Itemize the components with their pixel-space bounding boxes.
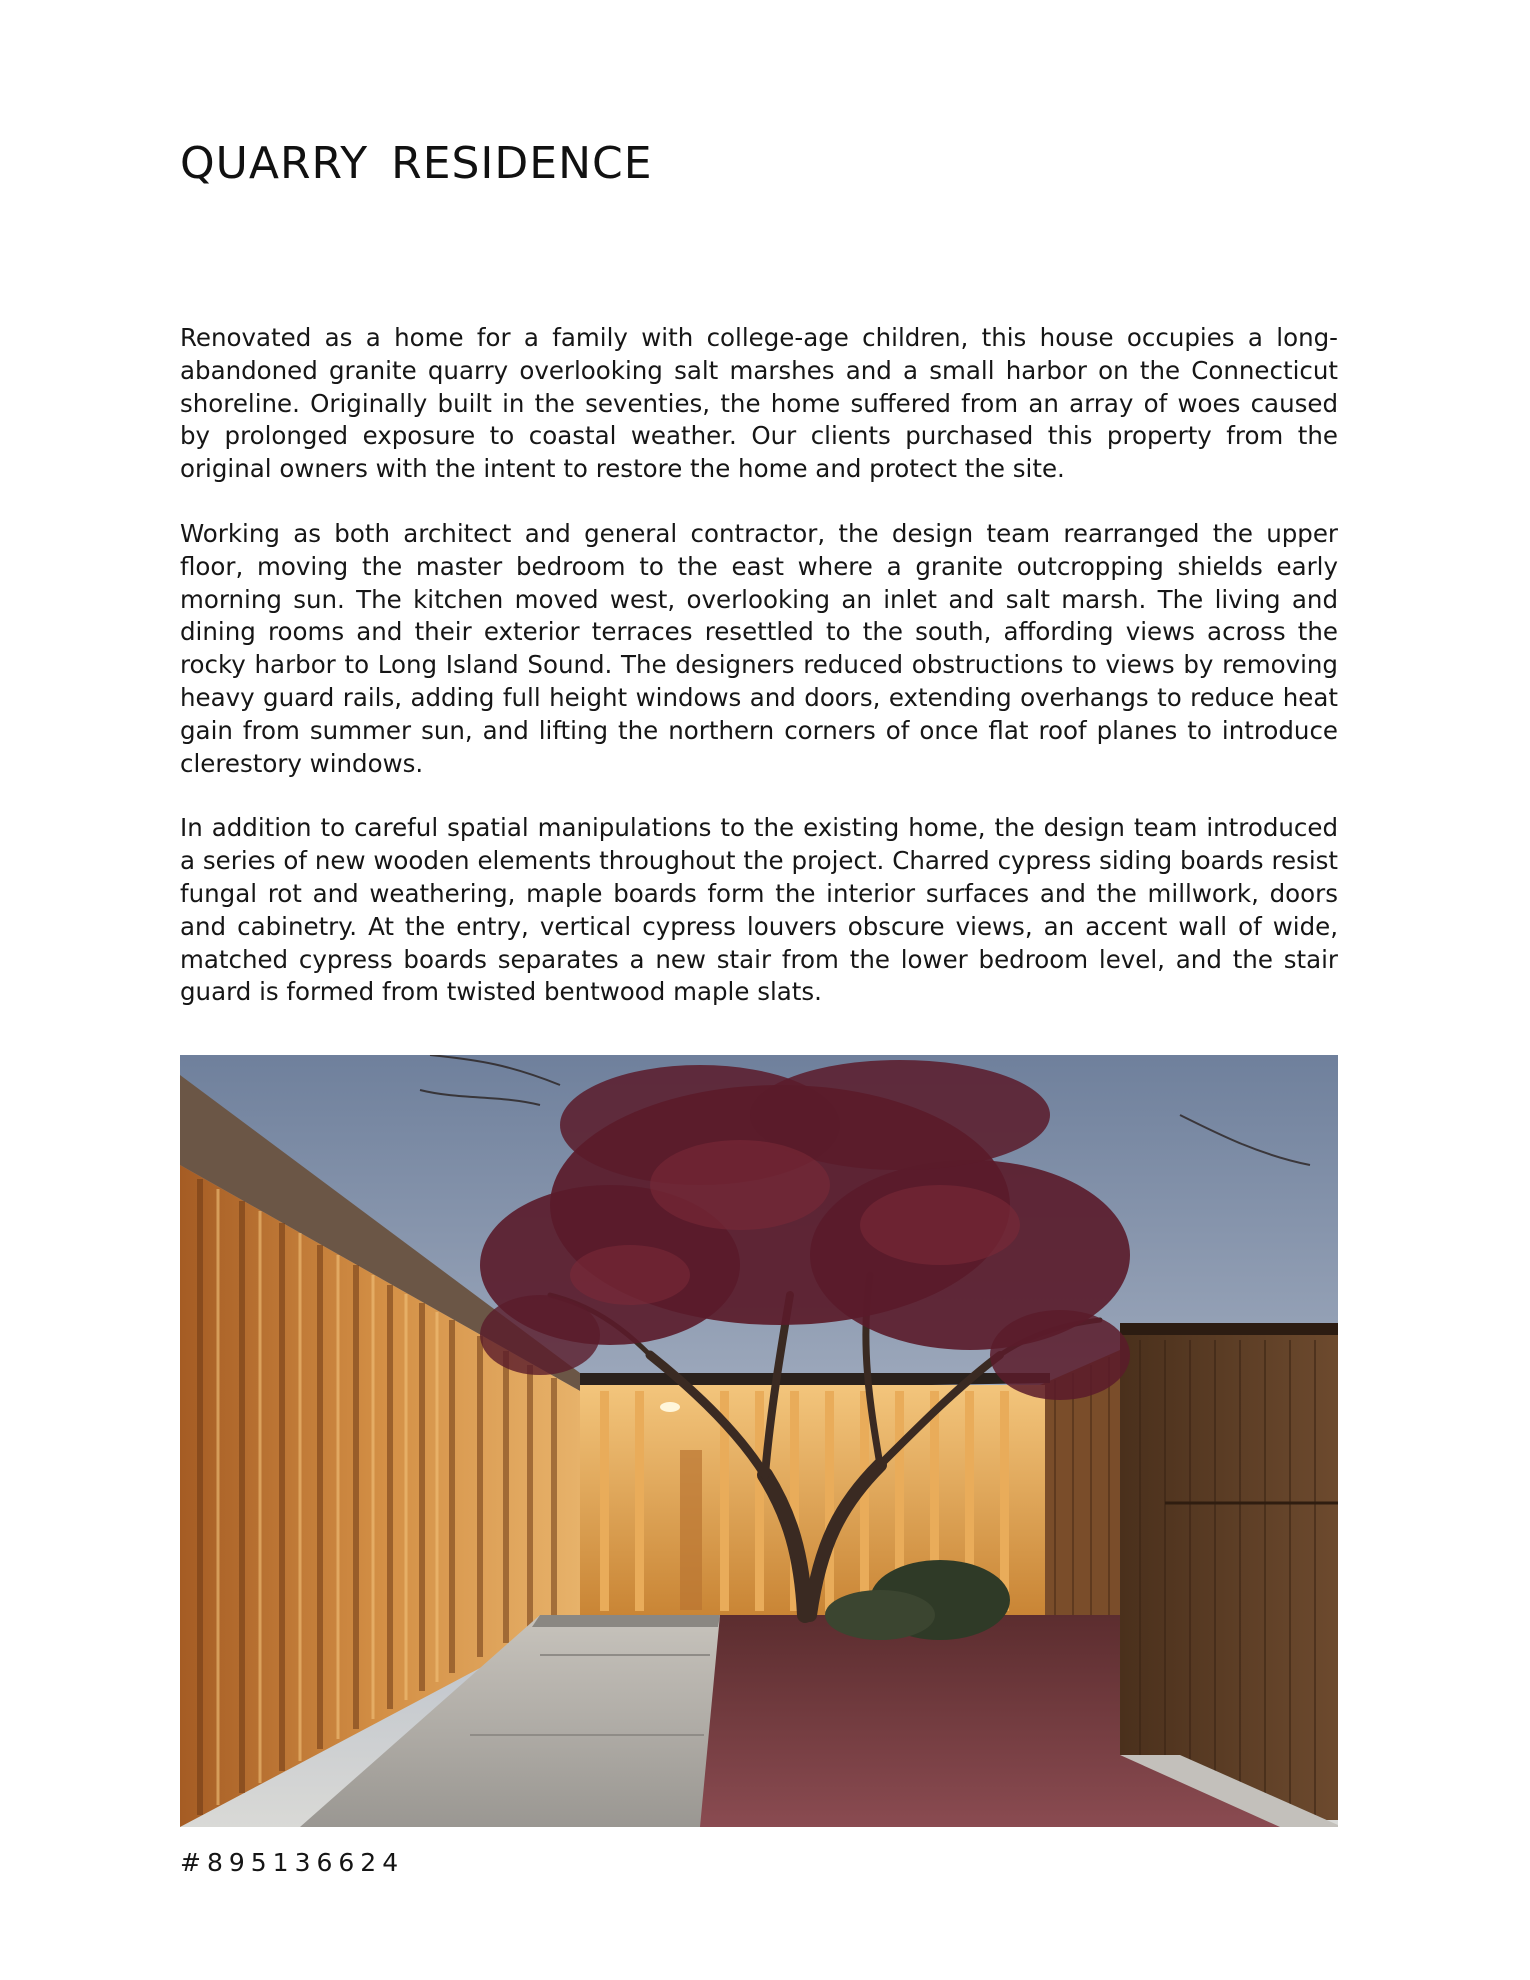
paragraph-1: Renovated as a home for a family with college-age children, this house occupies a long-abandoned granite quarry overlooking salt marshes and a small harbor on the Connecticut shoreline. Originally built in the seventies, the home suffered from an array of woes caused by prolonged exposure to coastal weather. Our clients purchased this property from the original owners with the intent to restore the home and protect the site. (180, 323, 1338, 484)
document-page (180, 0, 1338, 1980)
page-title: QUARRY RESIDENCE (180, 138, 653, 189)
paragraph-2: Working as both architect and general contractor, the design team rearranged the upper floor, moving the master bedroom to the east where a granite outcropping shields early morning sun. The kitchen moved west, overlooking an inlet and salt marsh. The living and dining rooms and their exterior terraces resettled to the south, affording views across the rocky harbor to Long Island Sound. The designers reduced obstructions to views by removing heavy guard rails, adding full height windows and doors, extending overhangs to reduce heat gain from summer sun, and lifting the northern corners of once flat roof planes to introduce clerestory windows. (180, 518, 1338, 778)
paragraph-3: In addition to careful spatial manipulations to the existing home, the design team introduced a series of new wooden elements throughout the project. Charred cypress siding boards resist fungal rot and weathering, maple boards form the interior surfaces and the millwork, doors and cabinetry. At the entry, vertical cypress louvers obscure views, an accent wall of wide, matched cypress boards separates a new stair from the lower bedroom level, and the stair guard is formed from twisted bentwood maple slats. (180, 813, 1338, 1007)
residence-photo-illustration (180, 1055, 1338, 1827)
image-caption: #895136624 (180, 1848, 405, 1877)
body-text (180, 322, 1338, 1041)
residence-photo (180, 1055, 1338, 1827)
